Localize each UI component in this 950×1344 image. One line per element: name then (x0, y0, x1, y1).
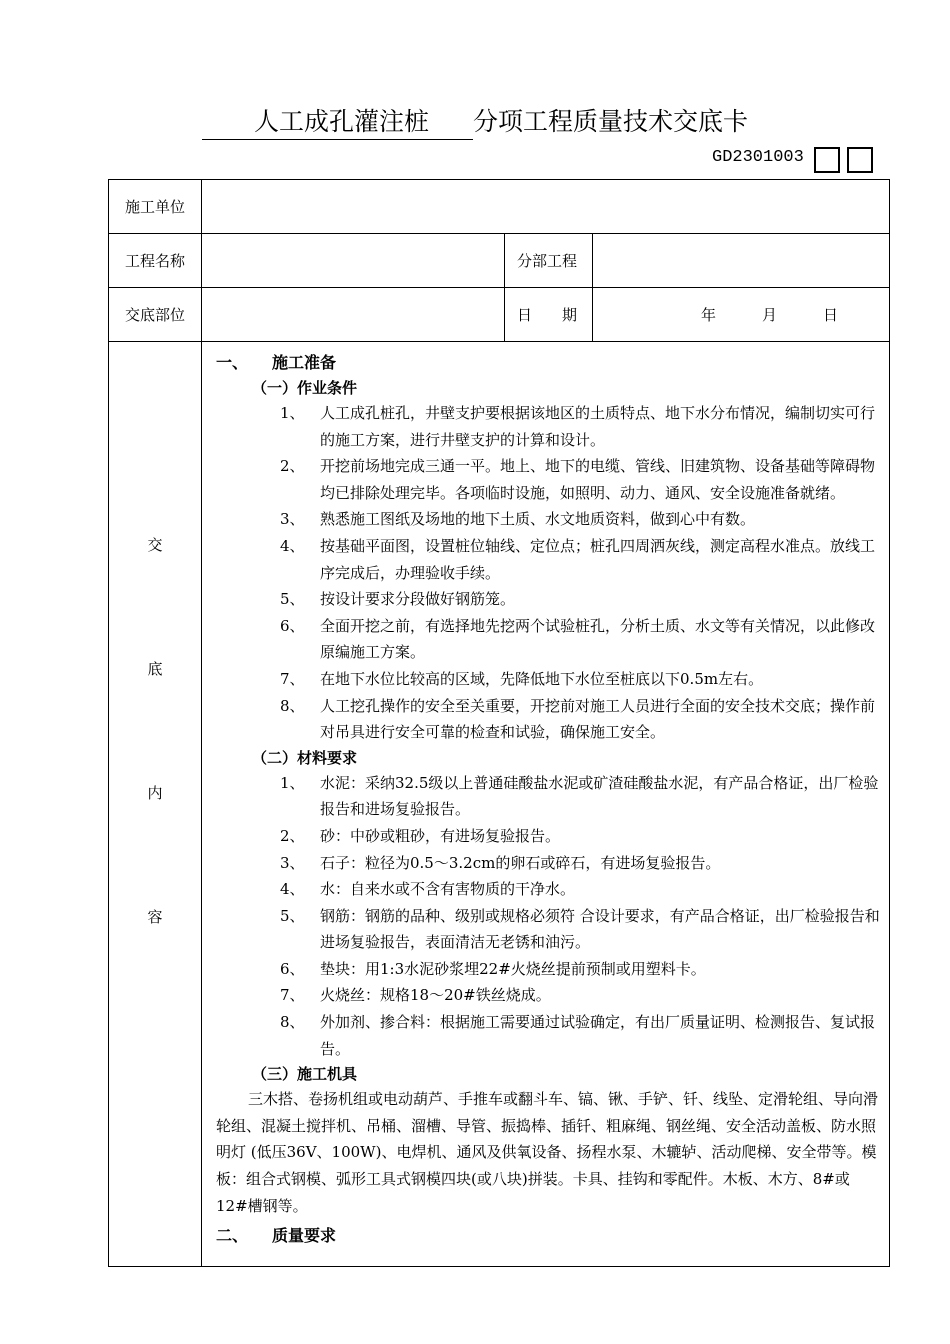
date-label: 日 期 (505, 288, 593, 342)
section1-heading (216, 350, 881, 376)
month-label: 月 (762, 306, 778, 324)
list-item: 5、 钢筋：钢筋的品种、级别或规格必须符 合设计要求，有产品合格证，出厂检验报告和进场复验报告，表面清洁无老锈和油污。 (280, 906, 880, 952)
list-item: 4、 水：自来水或不含有害物质的干净水。 (280, 880, 576, 899)
date-value[interactable] (593, 288, 890, 342)
content-cell (202, 342, 890, 1267)
disclosure-table (108, 179, 890, 1267)
title-underlined (202, 106, 473, 140)
document-code: GD2301003 (712, 148, 804, 167)
row-unit (109, 180, 890, 234)
section2-num: 二、 (216, 1226, 249, 1246)
unit-label: 施工单位 (109, 180, 202, 234)
row-project (109, 234, 890, 288)
section2-title: 质量要求 (272, 1226, 337, 1246)
list-item: 7、 火烧丝：规格18～20#铁丝烧成。 (280, 986, 551, 1005)
side-char-3: 内 (147, 784, 163, 802)
list-item: 6、 垫块：用1:3水泥砂浆埋22#火烧丝提前预制或用塑料卡。 (280, 959, 706, 978)
side-char-2: 底 (147, 660, 163, 678)
row-content (109, 342, 890, 1267)
list-item: 6、 全面开挖之前，有选择地先挖两个试验桩孔，分析土质、水文等有关情况，以此修改原编施工方案。 (280, 616, 876, 662)
list-item: 2、 开挖前场地完成三通一平。地上、地下的电缆、管线、旧建筑物、设备基础等障碍物均已排除处理完毕。各项临时设施，如照明、动力、通风、安全设施准备就绪。 (280, 457, 876, 502)
location-label: 交底部位 (109, 288, 202, 342)
section1-title: 施工准备 (272, 353, 337, 372)
list-item: 4、 按基础平面图，设置桩位轴线、定位点；桩孔四周洒灰线，测定高程水准点。放线工序完成后，办理验收手续。 (280, 536, 876, 582)
day-label: 日 (823, 306, 839, 324)
side-label-cell (109, 342, 202, 1267)
section1-num: 一、 (216, 353, 249, 372)
unit-value[interactable] (202, 180, 890, 234)
list-item: 7、 在地下水位比较高的区域，先降低地下水位至桩底以下0.5m左右。 (280, 669, 764, 688)
sub2-list (216, 770, 881, 1063)
title-rest: 分项工程质量技术交底卡 (473, 107, 749, 136)
sub1-heading: （一）作业条件 (252, 379, 358, 397)
subproject-value[interactable] (593, 234, 890, 288)
year-label: 年 (701, 306, 717, 324)
side-char-4: 容 (147, 908, 163, 926)
checkbox-1[interactable] (814, 147, 840, 173)
document-title (0, 106, 950, 140)
side-spacer (109, 342, 201, 534)
location-value[interactable] (202, 288, 505, 342)
sub1-list (216, 400, 881, 746)
row-location (109, 288, 890, 342)
list-item: 1、 人工成孔桩孔，井壁支护要根据该地区的土质特点、地下水分布情况，编制切实可行的施工方案，进行井壁支护的计算和设计。 (280, 404, 876, 449)
title-project-name: 人工成孔灌注桩 (253, 107, 429, 136)
subproject-label: 分部工程 (505, 234, 593, 288)
checkbox-2[interactable] (847, 147, 873, 173)
list-item: 5、 按设计要求分段做好钢筋笼。 (280, 590, 516, 609)
list-item: 8、 人工挖孔操作的安全至关重要，开挖前对施工人员进行全面的安全技术交底；操作前对吊具进行安全可靠的检查和试验，确保施工安全。 (280, 696, 876, 742)
list-item: 8、 外加剂、掺合料：根据施工需要通过试验确定，有出厂质量证明、检测报告、复试报告。 (280, 1013, 876, 1058)
list-item: 1、 水泥：采纳32.5级以上普通硅酸盐水泥或矿渣硅酸盐水泥，有产品合格证，出厂检验报告和进场复验报告。 (280, 773, 879, 819)
project-value[interactable] (202, 234, 505, 288)
side-char-1: 交 (147, 536, 163, 554)
list-item: 3、 石子：粒径为0.5～3.2cm的卵石或碎石，有进场复验报告。 (280, 853, 721, 872)
list-item: 3、 熟悉施工图纸及场地的地下土质、水文地质资料，做到心中有数。 (280, 510, 756, 529)
section2-heading (216, 1223, 881, 1249)
equipment-paragraph: 三木搭、卷扬机组或电动葫芦、手推车或翻斗车、镐、锹、手铲、钎、线坠、定滑轮组、导向滑轮组、混凝土搅拌机、吊桶、溜槽、导管、振捣棒、插钎、粗麻绳、钢丝绳、安全活动盖板、防水照明灯 (低压36V、100W)、电焊机、通风及供氧设备、扬程水泵、木辘轳、活动爬梯、安全带等。模板：组合式钢模、弧形工具式钢模四块(或八块)拼装。卡具、挂钩和零配件。木板、木方、8#或12#槽钢等。 (216, 1090, 879, 1215)
sub2-heading: （二）材料要求 (252, 748, 358, 767)
project-label: 工程名称 (109, 234, 202, 288)
list-item: 2、 砂：中砂或粗砂，有进场复验报告。 (280, 826, 561, 845)
sub3-heading: （三）施工机具 (252, 1065, 358, 1084)
